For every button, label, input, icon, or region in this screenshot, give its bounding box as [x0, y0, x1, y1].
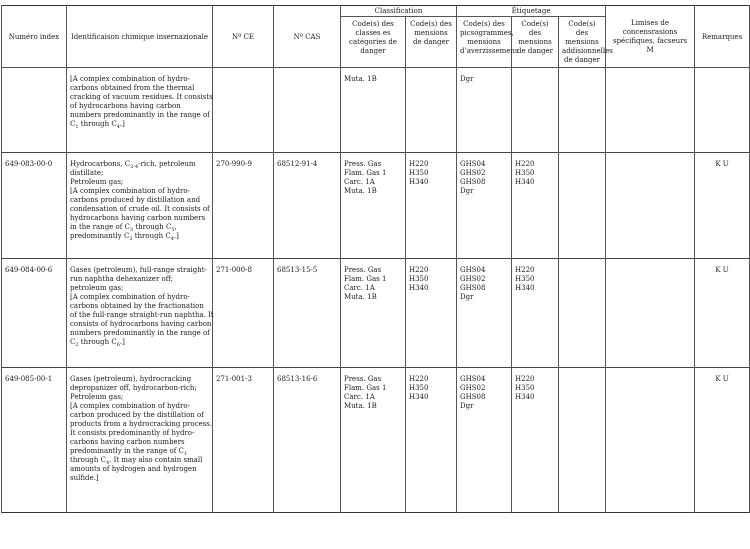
pictogram-codes-cell	[457, 68, 512, 153]
header-concentration-limits: Limises de concensrasions spécifiques, facseurs M	[606, 6, 695, 68]
index-number-cell: 649-084-00-6	[2, 259, 67, 368]
hazard-statement-code: H220	[409, 266, 429, 274]
pictogram-code: Dgr	[460, 187, 474, 195]
header-classification: Classification	[341, 6, 457, 17]
substance-name-line: Hydrocarbons, $C_{3-4}$-rich, petroleum	[70, 160, 196, 170]
classification-codes-cell	[341, 259, 406, 368]
hazard-class-code: Carc. 1A	[344, 284, 375, 292]
table-row	[2, 368, 750, 513]
label-hazard-code: H340	[515, 284, 535, 292]
index-number-cell: 649-083-00-0	[2, 153, 67, 259]
ce-number-cell	[213, 68, 274, 153]
notes-cell: K U	[695, 153, 750, 259]
label-hazard-code: H340	[515, 178, 535, 186]
supplemental-hazard-cell	[559, 368, 606, 513]
concentration-limits-cell	[606, 259, 695, 368]
cas-number-cell: 68513-16-6	[274, 368, 341, 513]
substance-description-line: $C_2$ through $C_6$.]	[70, 338, 125, 348]
substance-description-line: through $C_4$. It may also contain small	[70, 456, 203, 466]
classification-codes-cell	[341, 68, 406, 153]
hazard-statement-code: H340	[409, 393, 429, 401]
index-number-cell: 649-085-00-1	[2, 368, 67, 513]
pictogram-code: GHS08	[460, 284, 486, 292]
header-supplemental-hazard: Code(s) des mensions addisionnelles de danger	[559, 17, 606, 68]
cas-number-cell	[274, 68, 341, 153]
substance-description-line: amounts of hydrogen and hydrogen	[70, 465, 197, 473]
substance-description-line: condensation of crude oil. It consists of	[70, 205, 210, 213]
pictogram-code: GHS08	[460, 178, 486, 186]
substance-description-line: $C_1$ through $C_4$.]	[70, 120, 125, 130]
header-class-hazard-statements: Code(s) des mensions de danger	[406, 17, 457, 68]
ce-number-cell: 271-001-3	[213, 368, 274, 513]
label-hazard-cell	[512, 153, 559, 259]
cas-number-cell: 68513-15-5	[274, 259, 341, 368]
substance-description-line: numbers predominantly in the range of	[70, 111, 210, 119]
header-class-codes: Code(s) des classes es catégories de danger	[341, 17, 406, 68]
substance-description-line: consists of hydrocarbons having carbon	[70, 320, 212, 328]
header-label-hazard-statements: Code(s) des mensions de danger	[512, 17, 559, 68]
hazard-statement-code: H220	[409, 160, 429, 168]
hazard-statement-code: H350	[409, 384, 429, 392]
substance-name-line: distillate;	[70, 169, 104, 177]
pictogram-code: GHS02	[460, 275, 486, 283]
label-hazard-code: H350	[515, 275, 535, 283]
substance-description-line: [A complex combination of hydro-	[70, 187, 190, 195]
index-number-cell	[2, 68, 67, 153]
ce-number-cell: 271-000-8	[213, 259, 274, 368]
substance-description-line: It consists predominantly of hydro-	[70, 429, 195, 437]
substance-description-line: carbon produced by the distillation of	[70, 411, 204, 419]
table-row	[2, 68, 750, 153]
hazard-class-code: Muta. 1B	[344, 293, 377, 301]
hazard-class-code: Press. Gas	[344, 375, 382, 383]
supplemental-hazard-cell	[559, 259, 606, 368]
supplemental-hazard-cell	[559, 153, 606, 259]
label-hazard-cell	[512, 259, 559, 368]
chemical-identification-cell	[67, 153, 213, 259]
cas-number-cell: 68512-91-4	[274, 153, 341, 259]
substance-name-line: run naphtha dehexanizer off;	[70, 275, 174, 283]
notes-cell	[695, 68, 750, 153]
substance-description-line: predominantly in the range of $C_1$	[70, 447, 188, 457]
chemical-identification-cell	[67, 368, 213, 513]
hazard-class-code: Flam. Gas 1	[344, 384, 387, 392]
classification-codes-cell	[341, 368, 406, 513]
classification-hazard-cell	[406, 68, 457, 153]
substance-description-line: sulfide.]	[70, 474, 99, 482]
concentration-limits-cell	[606, 153, 695, 259]
label-hazard-code: H350	[515, 384, 535, 392]
pictogram-code: GHS04	[460, 375, 486, 383]
pictogram-codes-cell	[457, 153, 512, 259]
pictogram-code: Dgr	[460, 293, 474, 301]
substance-description-line: carbons having carbon numbers	[70, 438, 185, 446]
substance-description-line: predominantly $C_3$ through $C_4$.]	[70, 232, 179, 242]
header-chemical-identification: Identificaison chimique insernazionale	[67, 6, 213, 68]
substance-table	[1, 5, 750, 513]
header-notes: Remarques	[695, 6, 750, 68]
substance-description-line: [A complex combination of hydro-	[70, 293, 190, 301]
table-row	[2, 153, 750, 259]
substance-description-line: cracking of vacuum residues. It consists	[70, 93, 213, 101]
classification-hazard-cell	[406, 368, 457, 513]
notes-cell: K U	[695, 368, 750, 513]
label-hazard-code: H220	[515, 160, 535, 168]
pictogram-code: GHS04	[460, 266, 486, 274]
hazard-class-code: Press. Gas	[344, 160, 382, 168]
hazard-class-code: Muta. 1B	[344, 402, 377, 410]
table-body	[2, 68, 750, 513]
substance-name-line: petroleum gas;	[70, 284, 124, 292]
substance-description-line: products from a hydrocracking process.	[70, 420, 213, 428]
concentration-limits-cell	[606, 68, 695, 153]
pictogram-code: GHS08	[460, 393, 486, 401]
label-hazard-cell	[512, 368, 559, 513]
substance-description-line: [A complex combination of hydro-	[70, 75, 190, 83]
pictogram-code: GHS02	[460, 384, 486, 392]
ce-number-cell: 270-990-9	[213, 153, 274, 259]
header-labelling: Étiquetage	[457, 6, 606, 17]
hazard-statement-code: H350	[409, 169, 429, 177]
header-index: Numéro index	[2, 6, 67, 68]
hazard-class-code: Flam. Gas 1	[344, 275, 387, 283]
label-hazard-cell	[512, 68, 559, 153]
substance-name-line: depropanizer off, hydrocarbon-rich;	[70, 384, 197, 392]
pictogram-code: Dgr	[460, 402, 474, 410]
hazard-statement-code: H340	[409, 178, 429, 186]
hazard-class-code: Carc. 1A	[344, 178, 375, 186]
pictogram-codes-cell	[457, 259, 512, 368]
substance-description-line: in the range of $C_3$ through $C_5$,	[70, 223, 177, 233]
substance-description-line: of the full-range straight-run naphtha. It	[70, 311, 214, 319]
header-pictogram-codes: Code(s) des picsogrammes, mensions d’averzissemens	[457, 17, 512, 68]
chemical-identification-cell	[67, 68, 213, 153]
hazard-statement-code: H220	[409, 375, 429, 383]
header-cas-number: Nº CAS	[274, 6, 341, 68]
substance-description-line: carbons produced by distillation and	[70, 196, 201, 204]
hazard-class-code: Muta. 1B	[344, 187, 377, 195]
table-header	[2, 6, 750, 68]
substance-description-line: numbers predominantly in the range of	[70, 329, 210, 337]
supplemental-hazard-cell	[559, 68, 606, 153]
pictogram-code: GHS04	[460, 160, 486, 168]
label-hazard-code: H220	[515, 266, 535, 274]
hazard-class-code: Press. Gas	[344, 266, 382, 274]
concentration-limits-cell	[606, 368, 695, 513]
classification-codes-cell	[341, 153, 406, 259]
substance-description-line: hydrocarbons having carbon numbers	[70, 214, 206, 222]
hazard-statement-code: H350	[409, 275, 429, 283]
substance-name-line: Gases (petroleum), full-range straight-	[70, 266, 207, 274]
label-hazard-code: H340	[515, 393, 535, 401]
table-row	[2, 259, 750, 368]
substance-description-line: of hydrocarbons having carbon	[70, 102, 181, 110]
label-hazard-code: H220	[515, 375, 535, 383]
label-hazard-code: H350	[515, 169, 535, 177]
substance-description-line: carbons obtained by the fractionation	[70, 302, 204, 310]
pictogram-code: Dgr	[460, 75, 474, 83]
pictogram-codes-cell	[457, 368, 512, 513]
hazard-class-code: Flam. Gas 1	[344, 169, 387, 177]
substance-name-line: Gases (petroleum), hydrocracking	[70, 375, 192, 383]
hazard-class-code: Carc. 1A	[344, 393, 375, 401]
chemical-identification-cell	[67, 259, 213, 368]
substance-description-line: [A complex combination of hydro-	[70, 402, 190, 410]
notes-cell: K U	[695, 259, 750, 368]
hazard-class-code: Muta. 1B	[344, 75, 377, 83]
classification-hazard-cell	[406, 153, 457, 259]
classification-hazard-cell	[406, 259, 457, 368]
hazard-statement-code: H340	[409, 284, 429, 292]
header-ce-number: Nº CE	[213, 6, 274, 68]
substance-description-line: carbons obtained from the thermal	[70, 84, 195, 92]
substance-name-line: Petroleum gas;	[70, 393, 124, 401]
substance-name-line: Petroleum gas;	[70, 178, 124, 186]
pictogram-code: GHS02	[460, 169, 486, 177]
